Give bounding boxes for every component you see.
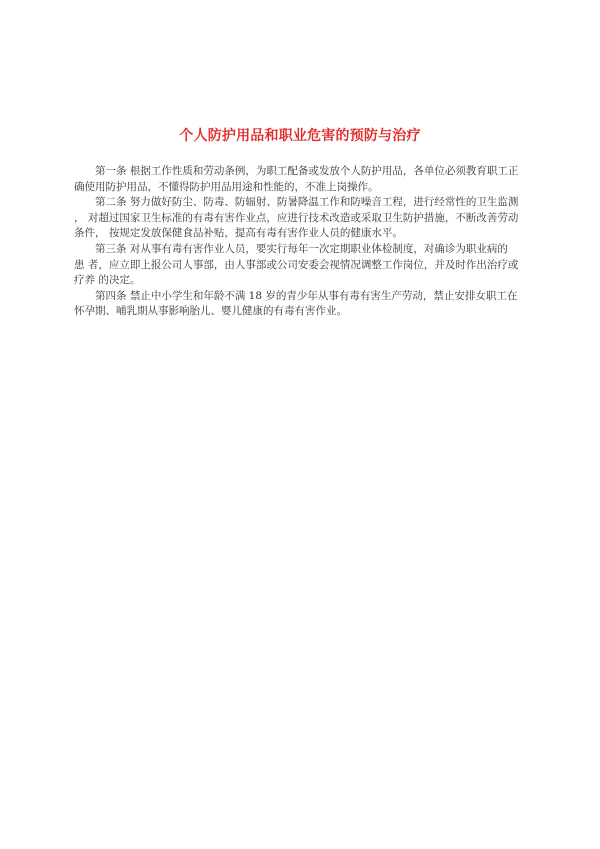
document-body: [74, 164, 540, 320]
article-4-line-2: 怀孕期、哺乳期从事影响胎儿、婴儿健康的有毒有害作业。: [74, 305, 347, 318]
article-1-line-1: 第一条 根据工作性质和劳动条例，为职工配备或发放个人防护用品，各单位必须教育职工正: [95, 165, 519, 177]
document-title: 个人防护用品和职业危害的预防与治疗: [179, 128, 421, 144]
article-2-line-1: 第二条 努力做好防尘、防毒、防辐射、防暑降温工作和防噪音工程，进行经常性的卫生监测: [95, 196, 519, 209]
article-4-line-1: 第四条 禁止中小学生和年龄不满 18 岁的青少年从事有毒有害生产劳动，禁止安排女职工在: [95, 289, 518, 302]
article-2-line-2: ， 对超过国家卫生标准的有毒有害作业点，应进行技术改造或采取卫生防护措施，不断改善劳动: [74, 211, 519, 224]
article-1-line-2: 确使用防护用品，不懂得防护用品用途和性能的，不准上岗操作。: [74, 180, 379, 193]
article-3-line-3: 疗养 的决定。: [74, 274, 141, 287]
article-3-line-2: 患 者，应立即上报公司人事部，由人事部或公司安委会视情况调整工作岗位，并及时作出治疗或: [74, 258, 519, 271]
article-2-line-3: 条件， 按规定发放保健食品补贴，提高有毒有害作业人员的健康水平。: [74, 227, 403, 240]
article-3-line-1: 第三条 对从事有毒有害作业人员，要实行每年一次定期职业体检制度，对确诊为职业病的: [95, 242, 508, 255]
